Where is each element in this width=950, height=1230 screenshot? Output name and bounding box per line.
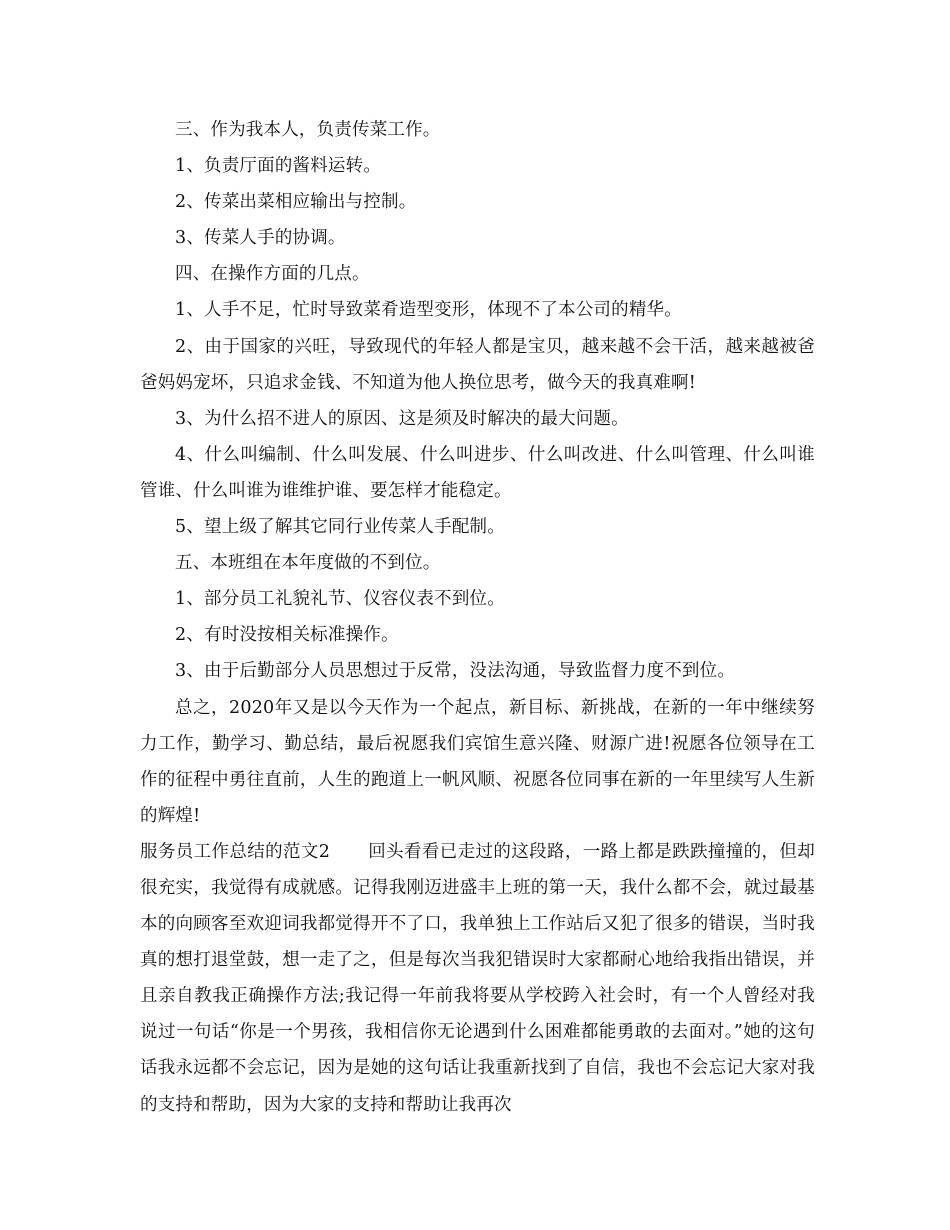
section-paragraph — [140, 834, 815, 1123]
paragraph: 2、有时没按相关标准操作。 — [175, 625, 399, 646]
paragraph: 2、传菜出菜相应输出与控制。 — [175, 192, 417, 213]
paragraph: 五、本班组在本年度做的不到位。 — [175, 553, 441, 574]
paragraph: 1、负责厅面的酱料运转。 — [175, 156, 382, 177]
paragraph: 5、望上级了解其它同行业传菜人手配制。 — [175, 517, 505, 538]
paragraph: 3、传菜人手的协调。 — [175, 228, 346, 249]
paragraph: 总之，2020年又是以今天作为一个起点，新目标、新挑战，在新的一年中继续努力工作，勤学习、勤总结，最后祝愿我们宾馆生意兴隆、财源广进!祝愿各位领导在工作的征程中勇往直前，人生的跑道上一帆风顺、祝愿各位同事在新的一年里续写人生新的辉煌! — [140, 697, 815, 826]
paragraph: 4、什么叫编制、什么叫发展、什么叫进步、什么叫改进、什么叫管理、什么叫谁管谁、什么叫谁为谁维护谁、要怎样才能稳定。 — [140, 444, 815, 501]
section-title: 服务员工作总结的范文2 — [140, 841, 331, 862]
document-page — [140, 112, 815, 1123]
paragraph: 3、为什么招不进人的原因、这是须及时解决的最大问题。 — [175, 408, 629, 429]
paragraph: 四、在操作方面的几点。 — [175, 264, 370, 285]
paragraph: 3、由于后勤部分人员思想过于反常，没法沟通，导致监督力度不到位。 — [175, 661, 736, 682]
paragraph: 1、人手不足，忙时导致菜肴造型变形，体现不了本公司的精华。 — [175, 300, 682, 321]
paragraph: 2、由于国家的兴旺，导致现代的年轻人都是宝贝，越来越不会干活，越来越被爸爸妈妈宠坏，只追求金钱、不知道为他人换位思考，做今天的我真难啊! — [140, 336, 815, 393]
paragraph: 1、部分员工礼貌礼节、仪容仪表不到位。 — [175, 589, 505, 610]
paragraph: 三、作为我本人，负责传菜工作。 — [175, 120, 441, 140]
section-body: 回头看看已走过的这段路，一路上都是跌跌撞撞的，但却很充实，我觉得有成就感。记得我刚迈进盛丰上班的第一天，我什么都不会，就过最基本的向顾客至欢迎词我都觉得开不了口，我单独上工作站后又犯了很多的错误，当时我真的想打退堂鼓，想一走了之，但是每次当我犯错误时大家都耐心地给我指出错误，并且亲自教我正确操作方法;我记得一年前我将要从学校跨入社会时，有一个人曾经对我说过一句话“你是一个男孩，我相信你无论遇到什么困难都能勇敢的去面对。”她的这句话我永远都不会忘记，因为是她的这句话让我重新找到了自信，我也不会忘记大家对我的支持和帮助，因为大家的支持和帮助让我再次 — [140, 841, 815, 1115]
